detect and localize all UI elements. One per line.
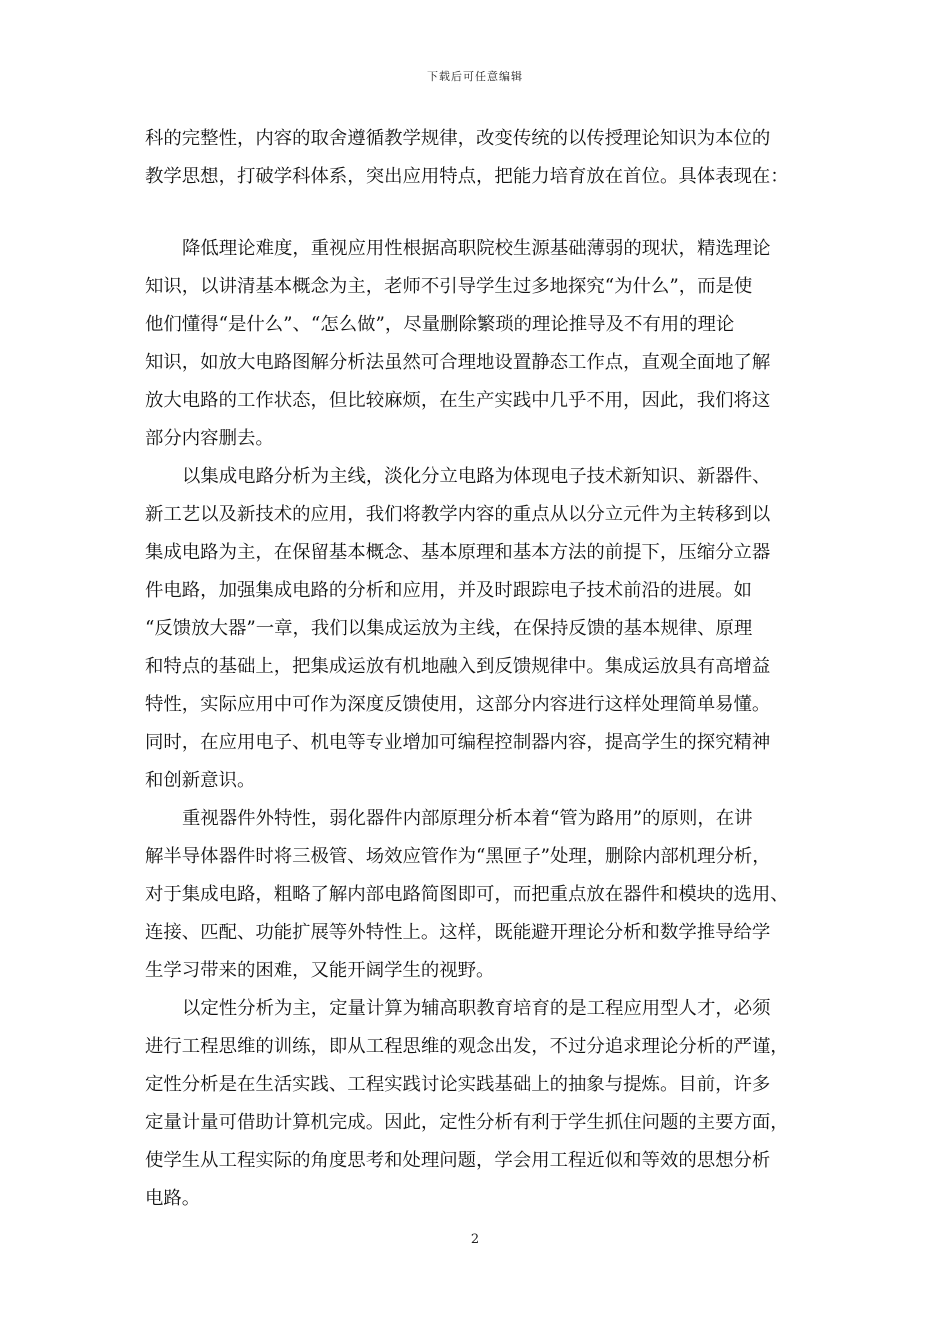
text-line: 和特点的基础上，把集成运放有机地融入到反馈规律中。集成运放具有高增益 xyxy=(145,656,771,677)
text-line: 集成电路为主，在保留基本概念、基本原理和基本方法的前提下，压缩分立器 xyxy=(145,542,771,563)
paragraph-gap xyxy=(145,196,813,230)
page-number: 2 xyxy=(470,1232,480,1247)
text-line: 知识，如放大电路图解分析法虽然可合理地设置静态工作点，直观全面地了解 xyxy=(145,352,771,373)
text-line: 件电路，加强集成电路的分析和应用，并及时跟踪电子技术前沿的进展。如 xyxy=(145,580,752,601)
paragraph-first-line: 以定性分析为主，定量计算为辅高职教育培育的是工程应用型人才，必须 xyxy=(182,998,771,1019)
text-line: 使学生从工程实际的角度思考和处理问题，学会用工程近似和等效的思想分析 xyxy=(145,1150,771,1171)
document-body xyxy=(145,120,813,1218)
text-line: 生学习带来的困难，又能开阔学生的视野。 xyxy=(145,960,495,981)
text-line: 定性分析是在生活实践、工程实践讨论实践基础上的抽象与提炼。目前，许多 xyxy=(145,1074,771,1095)
text-line: 解半导体器件时将三极管、场效应管作为“黑匣子”处理，删除内部机理分析， xyxy=(145,846,771,867)
text-line: 定量计量可借助计算机完成。因此，定性分析有利于学生抓住问题的主要方面， xyxy=(145,1112,789,1133)
text-line: 进行工程思维的训练，即从工程思维的观念出发，不过分追求理论分析的严谨， xyxy=(145,1036,789,1057)
text-line: 电路。 xyxy=(145,1188,201,1209)
text-line: 科的完整性，内容的取舍遵循教学规律，改变传统的以传授理论知识为本位的 xyxy=(145,128,771,149)
paragraph-first-line: 降低理论难度，重视应用性根据高职院校生源基础薄弱的现状，精选理论 xyxy=(182,238,771,259)
text-line: “反馈放大器”一章，我们以集成运放为主线，在保持反馈的基本规律、原理 xyxy=(145,618,753,639)
paragraph-first-line: 重视器件外特性，弱化器件内部原理分析本着“管为路用”的原则，在讲 xyxy=(182,808,753,829)
text-line: 部分内容删去。 xyxy=(145,428,274,449)
text-line: 特性，实际应用中可作为深度反馈使用，这部分内容进行这样处理简单易懂。 xyxy=(145,694,771,715)
text-line: 知识，以讲清基本概念为主，老师不引导学生过多地探究“为什么”，而是使 xyxy=(145,276,753,297)
paragraph-first-line: 以集成电路分析为主线，淡化分立电路为体现电子技术新知识、新器件、 xyxy=(182,466,771,487)
text-line: 和创新意识。 xyxy=(145,770,256,791)
text-line: 放大电路的工作状态，但比较麻烦，在生产实践中几乎不用，因此，我们将这 xyxy=(145,390,771,411)
page-header: 下载后可任意编辑 xyxy=(427,70,523,83)
text-line: 新工艺以及新技术的应用，我们将教学内容的重点从以分立元件为主转移到以 xyxy=(145,504,771,525)
text-line: 教学思想，打破学科体系，突出应用特点，把能力培育放在首位。具体表现在： xyxy=(145,166,789,187)
text-line: 同时，在应用电子、机电等专业增加可编程控制器内容，提高学生的探究精神 xyxy=(145,732,771,753)
text-line: 连接、匹配、功能扩展等外特性上。这样，既能避开理论分析和数学推导给学 xyxy=(145,922,771,943)
text-line: 他们懂得“是什么”、“怎么做”，尽量删除繁琐的理论推导及不有用的理论 xyxy=(145,314,735,335)
text-line: 对于集成电路，粗略了解内部电路简图即可，而把重点放在器件和模块的选用、 xyxy=(145,884,789,905)
